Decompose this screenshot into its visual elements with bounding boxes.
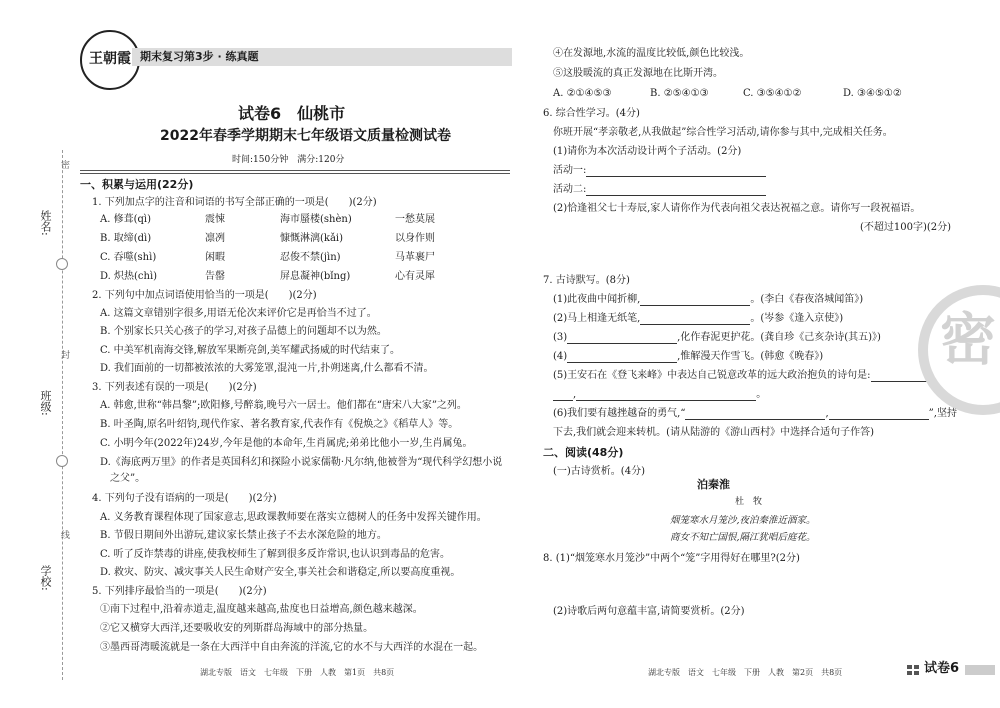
binding-hole (56, 258, 68, 270)
q7-line-1 (553, 293, 863, 306)
q1-option: C. 吞噬(shì) (100, 252, 157, 263)
q7-text: (3) (553, 332, 568, 343)
q7-line-5b (553, 388, 766, 401)
q7-line-2 (553, 312, 843, 325)
brand-logo (80, 30, 140, 90)
q3-option: D.《海底两万里》的作者是英国科幻和探险小说家儒勒·凡尔纳,他被誉为“现代科学幻想小说 (100, 457, 503, 468)
q7-line-3 (553, 331, 881, 344)
q7-text: ,惟解漫天作雪飞。(韩愈《晚春》) (677, 351, 824, 362)
q5-option-c: C. ③⑤④①② (743, 88, 802, 99)
q4-option: B. 节假日期间外出游玩,建议家长禁止孩子不去水深危险的地方。 (100, 530, 387, 541)
seal-char-feng: 封 (59, 350, 69, 359)
q3-option: A. 韩愈,世称“韩昌黎”;欧阳修,号醉翁,晚号六一居士。他们都在“唐宋八大家”之列。 (100, 400, 467, 411)
seal-char-xian: 线 (59, 530, 69, 539)
q2-option: D. 我们面前的一切都被浓浓的大雾笼罩,混沌一片,扑朔迷离,什么都看不清。 (100, 363, 434, 374)
q7-text: ,化作春泥更护花。(龚自珍《己亥杂诗(其五)》) (677, 332, 881, 343)
activity-1-row (553, 164, 766, 177)
q1-option: 闲暇 (205, 252, 225, 263)
q7-blank[interactable] (567, 332, 677, 344)
poem-title: 泊秦淮 (697, 478, 730, 491)
poem-section: (一)古诗赏析。(4分) (553, 466, 645, 477)
q3-stem: 3. 下列表述有误的一项是( )(2分) (92, 382, 257, 393)
time-info: 时间:150分钟 满分:120分 (232, 155, 345, 165)
banner-text: 期末复习第3步 · 练真题 (140, 50, 259, 63)
q1-option: B. 取缔(dì) (100, 233, 152, 244)
q1-option: D. 炽热(chì) (100, 271, 158, 282)
q5-option-d: D. ③④⑤①② (843, 88, 902, 99)
paper-title: 试卷6 仙桃市 (238, 104, 346, 123)
q1-option: 慷慨淋漓(kǎi) (280, 233, 344, 244)
q5-sentence: ③墨西哥湾暖流就是一条在大西洋中自由奔流的洋流,它的水不与大西洋的水混在一起。 (100, 642, 484, 653)
q5-option-a: A. ②①④⑤③ (553, 88, 612, 99)
q6-sub1: (1)请你为本次活动设计两个子活动。(2分) (553, 146, 742, 157)
q7-text: (4) (553, 351, 568, 362)
q5-option-b: B. ②⑤④①③ (650, 88, 709, 99)
q4-option: C. 听了反诈禁毒的讲座,使我校师生了解到很多反诈常识,也认识到毒品的危害。 (100, 549, 451, 560)
q7-blank[interactable] (567, 351, 677, 363)
class-label: 班级: (39, 390, 52, 416)
q7-stem: 7. 古诗默写。(8分) (543, 275, 630, 286)
q5-sentence: ②它又横穿大西洋,还要吸收安的列斯群岛海域中的部分热量。 (100, 623, 374, 634)
activity-1-label: 活动一: (553, 165, 587, 176)
tag-bar (965, 665, 995, 675)
q1-option: A. 修葺(qì) (100, 214, 151, 225)
name-label: 姓名: (39, 210, 52, 236)
q6-limit: (不超过100字)(2分) (860, 222, 952, 233)
q4-stem: 4. 下列句子没有语病的一项是( )(2分) (92, 493, 277, 504)
q1-option: 马革裹尸 (395, 252, 435, 263)
activity-2-row (553, 183, 766, 196)
q8-2: (2)诗歌后两句意蕴丰富,请简要赏析。(2分) (553, 606, 745, 617)
school-label: 学校: (39, 565, 52, 591)
q2-stem: 2. 下列句中加点词语使用恰当的一项是( )(2分) (92, 290, 317, 301)
q5-stem: 5. 下列排序最恰当的一项是( )(2分) (92, 586, 267, 597)
q7-blank[interactable] (576, 389, 756, 401)
q6-intro: 你班开展“孝亲敬老,从我做起”综合性学习活动,请你参与其中,完成相关任务。 (553, 127, 893, 138)
footer-right: 湖北专版 语文 七年级 下册 人教 第2页 共8页 (648, 668, 843, 677)
q1-option: 告罄 (205, 271, 225, 282)
q7-text: (1)此夜曲中闻折柳, (553, 294, 641, 305)
q1-option: 心有灵犀 (395, 271, 435, 282)
q7-text: (6)我们要有越挫越奋的勇气,“ (553, 408, 686, 419)
q7-blank[interactable] (553, 389, 573, 401)
q7-line-6d: 下去,我们就会迎来转机。(请从陆游的《游山西村》中选择合适句子作答) (553, 427, 874, 438)
q3-option: C. 小明今年(2022年)24岁,今年是他的本命年,生肖属虎;弟弟比他小一岁,生肖属兔。 (100, 438, 473, 449)
q1-option: 震悚 (205, 214, 225, 225)
q7-line-6 (553, 407, 957, 420)
q7-text: ”,坚持 (928, 408, 957, 419)
header-divider (80, 170, 510, 171)
q1-option: 一愁莫展 (395, 214, 435, 225)
q1-option: 屏息凝神(bǐng) (280, 271, 351, 282)
activity-1-blank[interactable] (586, 165, 766, 177)
binding-hole (56, 455, 68, 467)
seal-char-mi: 密 (59, 160, 69, 169)
q4-option: A. 义务教育课程体现了国家意志,思政课教师要在落实立德树人的任务中发挥关键作用。 (100, 512, 487, 523)
activity-2-label: 活动二: (553, 184, 587, 195)
seal-watermark-char: 密 (940, 307, 996, 373)
q8-1: 8. (1)“烟笼寒水月笼沙”中两个“笼”字用得好在哪里?(2分) (543, 553, 800, 564)
q7-text: (2)马上相逢无纸笔, (553, 313, 641, 324)
q7-line-4 (553, 350, 823, 363)
q2-option: B. 个别家长只关心孩子的学习,对孩子品德上的问题却不以为然。 (100, 326, 387, 337)
paper-tag: 试卷6 (924, 661, 960, 676)
q1-option: 以身作则 (395, 233, 435, 244)
q7-text: 。 (756, 389, 767, 400)
grid-icon (907, 665, 919, 675)
q7-text: 。(岑参《逢入京使》) (750, 313, 844, 324)
q2-option: C. 中美军机南海交锋,解放军果断亮剑,美军耀武扬威的时代结束了。 (100, 345, 401, 356)
q1-option: 凛冽 (205, 233, 225, 244)
activity-2-blank[interactable] (586, 184, 766, 196)
q7-blank[interactable] (685, 408, 825, 420)
q7-text: (5)王安石在《登飞来峰》中表达自己锐意改革的远大政治抱负的诗句是: (553, 370, 871, 381)
q6-sub2: (2)恰逢祖父七十寿辰,家人请你作为代表向祖父表达祝福之意。请你写一段祝福语。 (553, 203, 921, 214)
q5-sentence: ⑤这股暖流的真正发源地在比斯开湾。 (553, 68, 723, 79)
q3-option: B. 叶圣陶,原名叶绍钧,现代作家、著名教育家,代表作有《倪焕之》《稻草人》等。 (100, 419, 459, 430)
poem-line: 烟笼寒水月笼沙,夜泊秦淮近酒家。 (670, 515, 816, 526)
q2-option: A. 这篇文章错别字很多,用语无伦次来评价它是再恰当不过了。 (100, 308, 377, 319)
q7-text: 。(李白《春夜洛城闻笛》) (750, 294, 864, 305)
q7-blank[interactable] (829, 408, 929, 420)
section-heading: 二、阅读(48分) (543, 446, 624, 459)
q1-option: 海市蜃楼(shèn) (280, 214, 352, 225)
poem-author: 杜 牧 (735, 497, 763, 507)
q3-option-cont: 之父”。 (100, 473, 146, 484)
q5-sentence: ①南下过程中,沿着赤道走,温度越来越高,盐度也日益增高,颜色越来越深。 (100, 604, 423, 615)
poem-line: 商女不知亡国恨,隔江犹唱后庭花。 (670, 532, 816, 543)
header-divider (80, 173, 510, 174)
paper-subtitle: 2022年春季学期期末七年级语文质量检测试卷 (160, 128, 451, 144)
q7-blank[interactable] (640, 313, 750, 325)
footer-left: 湖北专版 语文 七年级 下册 人教 第1页 共8页 (200, 668, 395, 677)
q1-stem: 1. 下列加点字的注音和词语的书写全部正确的一项是( )(2分) (92, 197, 377, 208)
q7-text: , (573, 389, 577, 400)
q5-sentence: ④在发源地,水流的温度比较低,颜色比较浅。 (553, 48, 750, 59)
logo-text: 王朝霞 (89, 51, 131, 67)
q7-text: , (825, 408, 829, 419)
q7-line-5 (553, 369, 931, 382)
q4-option: D. 救灾、防灾、减灾事关人民生命财产安全,事关社会和谐稳定,所以要高度重视。 (100, 567, 461, 578)
section-heading: 一、积累与运用(22分) (80, 178, 194, 191)
binding-dashed-line (62, 150, 63, 680)
q1-option: 忍俊不禁(jìn) (280, 252, 341, 263)
q7-blank[interactable] (640, 294, 750, 306)
q6-stem: 6. 综合性学习。(4分) (543, 108, 640, 119)
